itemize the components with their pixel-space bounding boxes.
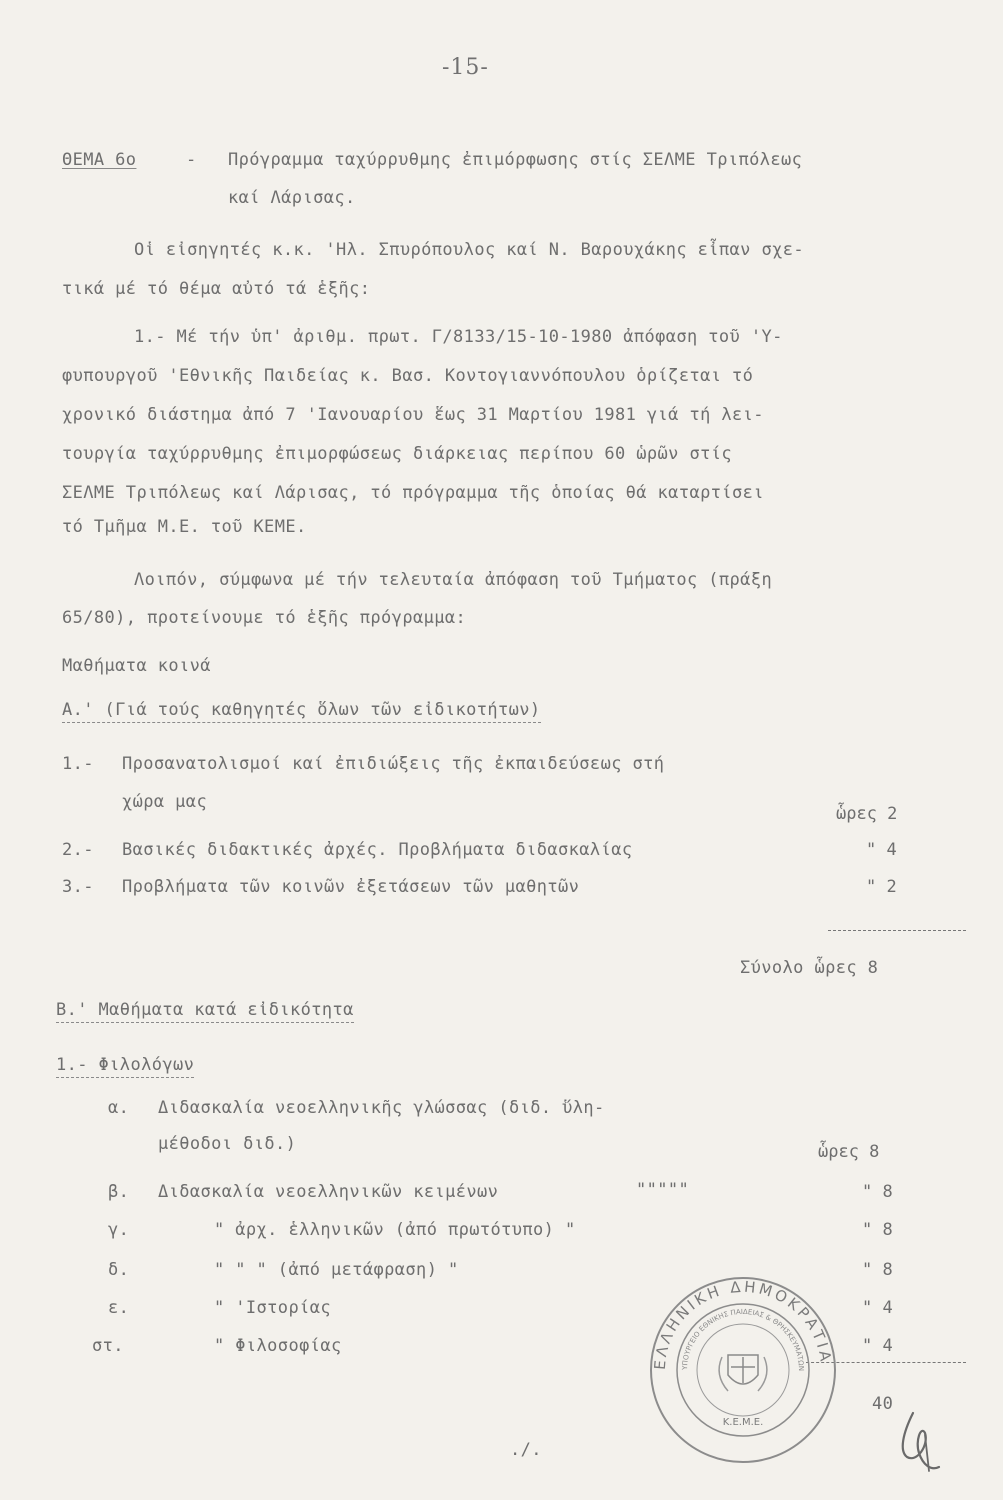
section-a-heading: Α.' (Γιά τούς καθηγητές ὅλων τῶν εἰδικοτήτων)	[62, 700, 541, 723]
common-item-3-hours: " 2	[866, 877, 897, 897]
spec-item-d-letter: δ.	[108, 1260, 130, 1280]
spec-item-e-line1: " 'Ιστορίας	[214, 1298, 331, 1318]
stamp-bottom-text: Κ.Ε.Μ.Ε.	[722, 1417, 764, 1428]
common-item-2-hours: " 4	[866, 840, 897, 860]
coat-of-arms-icon	[719, 1355, 767, 1391]
spec-item-d-hours: " 8	[862, 1260, 893, 1280]
spec-item-f-hours: " 4	[862, 1336, 893, 1356]
spec-item-b-letter: β.	[108, 1182, 130, 1202]
page-number: -15-	[442, 55, 489, 80]
spec-item-b-hours: " 8	[862, 1182, 893, 1202]
para2-line2: φυπουργοῦ 'Εθνικῆς Παιδείας κ. Βασ. Κοντογιαννόπουλου ὁρίζεται τό	[62, 366, 754, 386]
common-item-2-line1: Βασικές διδακτικές ἀρχές. Προβλήματα διδασκαλίας	[122, 840, 633, 860]
common-item-2-num: 2.-	[62, 840, 94, 860]
spec-item-a-line2: μέθοδοι διδ.)	[158, 1134, 297, 1154]
para1-line2: τικά μέ τό θέμα αὐτό τά ἑξῆς:	[62, 279, 371, 299]
official-stamp	[648, 1275, 838, 1465]
spec-item-b-ditto: """""	[636, 1180, 690, 1200]
spec-item-c-hours: " 8	[862, 1220, 893, 1240]
stamp-outer-text: ΕΛΛΗΝΙΚΗ ΔΗΜΟΚΡΑΤΙΑ	[650, 1277, 835, 1371]
spec-item-d-line1: " " " (ἀπό μετάφραση) "	[214, 1260, 459, 1280]
spec-item-b-line1: Διδασκαλία νεοελληνικῶν κειμένων	[158, 1182, 499, 1202]
handwritten-signature	[895, 1405, 945, 1475]
common-heading: Μαθήματα κοινά	[62, 656, 211, 676]
spec-item-c-line1: " ἀρχ. ἑλληνικῶν (ἀπό πρωτότυπο) "	[214, 1220, 576, 1240]
common-item-1-hours: ὧρες 2	[836, 804, 898, 824]
spec-item-a-hours: ὧρες 8	[818, 1142, 880, 1162]
common-item-1-line2: χώρα μας	[122, 792, 208, 812]
common-total-rule	[828, 930, 966, 931]
para2-line5: ΣΕΛΜΕ Τριπόλεως καί Λάρισας, τό πρόγραμμα τῆς ὁποίας θά καταρτίσει	[62, 483, 764, 503]
common-item-3-num: 3.-	[62, 877, 94, 897]
spec-item-f-line1: " Φιλοσοφίας	[214, 1336, 342, 1356]
common-total: Σύνολο ὧρες 8	[740, 958, 879, 978]
para2-line1: 1.- Μέ τήν ὑπ' ἀριθμ. πρωτ. Γ/8133/15-10-1980 ἀπόφαση τοῦ 'Υ-	[134, 327, 783, 347]
spec-item-a-line1: Διδασκαλία νεοελληνικῆς γλώσσας (διδ. ὕλη-	[158, 1098, 605, 1118]
common-item-3-line1: Προβλήματα τῶν κοινῶν ἐξετάσεων τῶν μαθητῶν	[122, 877, 580, 897]
para1-line1: Οἱ εἰσηγητές κ.κ. 'Ηλ. Σπυρόπουλος καί Ν. Βαρουχάκης εἶπαν σχε-	[134, 240, 804, 260]
spec-item-c-letter: γ.	[108, 1220, 130, 1240]
para2-line3: χρονικό διάστημα ἀπό 7 'Ιανουαρίου ἕως 31 Μαρτίου 1981 γιά τή λει-	[62, 405, 764, 425]
topic-dash: -	[186, 150, 197, 170]
spec-item-e-hours: " 4	[862, 1298, 893, 1318]
topic-title-line2: καί Λάρισας.	[228, 188, 356, 208]
philologists-heading: 1.- Φιλολόγων	[56, 1055, 194, 1078]
para3-line1: Λοιπόν, σύμφωνα μέ τήν τελευταία ἀπόφαση τοῦ Τμήματος (πράξη	[134, 570, 773, 590]
para3-line2: 65/80), προτείνουμε τό ἑξῆς πρόγραμμα:	[62, 608, 467, 628]
topic-title-line1: Πρόγραμμα ταχύρρυθμης ἐπιμόρφωσης στίς ΣΕΛΜΕ Τριπόλεως	[228, 150, 803, 170]
spec-item-a-letter: α.	[108, 1098, 130, 1118]
section-b-heading: Β.' Μαθήματα κατά εἰδικότητα	[56, 1000, 354, 1023]
common-item-1-num: 1.-	[62, 754, 94, 774]
common-item-1-line1: Προσανατολισμοί καί ἐπιδιώξεις τῆς ἐκπαιδεύσεως στή	[122, 754, 665, 774]
specialty-total: 40	[872, 1394, 894, 1414]
spec-item-e-letter: ε.	[108, 1298, 130, 1318]
para2-line4: τουργία ταχύρρυθμης ἐπιμορφώσεως διάρκειας περίπου 60 ὡρῶν στίς	[62, 444, 732, 464]
spec-item-f-letter: στ.	[92, 1336, 124, 1356]
continuation-mark: ./.	[510, 1440, 542, 1460]
stamp-inner-text: ΥΠΟΥΡΓΕΙΟ ΕΘΝΙΚΗΣ ΠΑΙΔΕΙΑΣ & ΘΡΗΣΚΕΥΜΑΤΩΝ	[680, 1307, 806, 1372]
para2-line6: τό Τμῆμα Μ.Ε. τοῦ ΚΕΜΕ.	[62, 517, 307, 537]
topic-label: ΘΕΜΑ 6ο	[62, 150, 137, 170]
